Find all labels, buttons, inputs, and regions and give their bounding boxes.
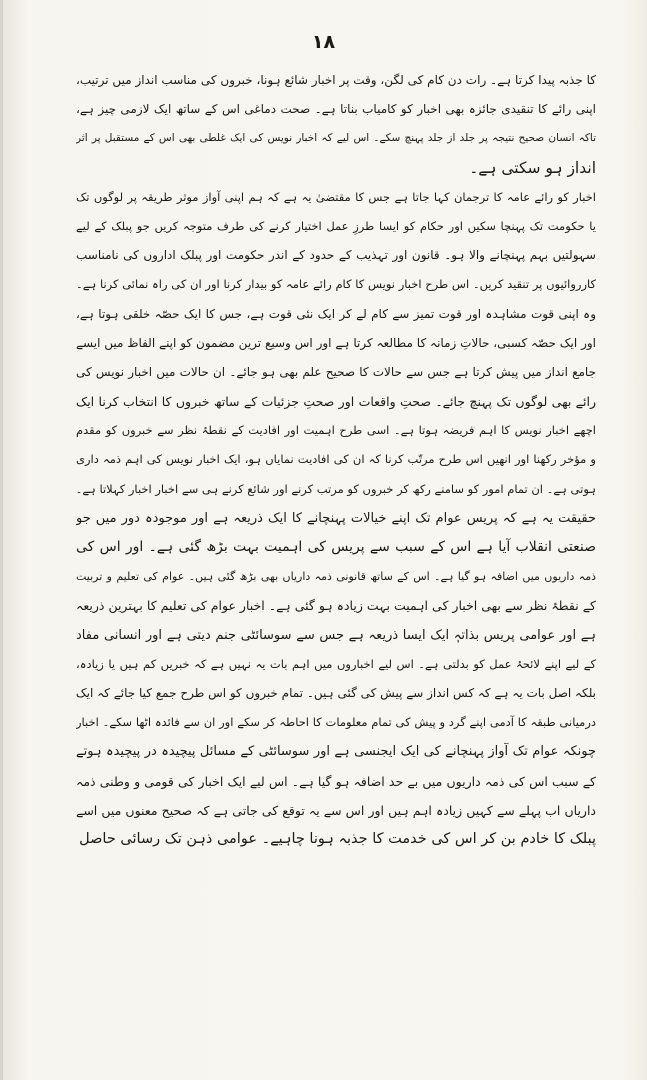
text-line: اور ایک حصّہ کسبی، حالاتِ زمانہ کا مطالعہ کرتا ہے اور اس وسیع ترین مضمون کو اپنے الفاظ میں ایسے <box>76 335 596 350</box>
text-line: پبلک کا خادم بن کر اس کی خدمت کا جذبہ ہونا چاہیے۔ عوامی ذہن تک رسائی حاصل <box>79 830 596 847</box>
text-line: حقیقت یہ ہے کہ پریس عوام تک اپنے خیالات پہنچانے کا ایک ذریعہ ہے اور موجودہ دور میں جو <box>76 510 596 526</box>
text-line: درمیانی طبقہ کا آدمی اپنے گرد و پیش کی تمام معلومات کا احاطہ کر سکے اور ان سے فائدہ اٹھا سکے۔ اخبار <box>76 715 596 730</box>
text-line: کارروائیوں پر تنقید کریں۔ اس طرح اخبار نویس کا کام رائے عامہ کو بیدار کرنا اور ان کی راہ نمائی کرنا ہے۔ <box>76 277 596 292</box>
text-line: یا حکومت تک پہنچا سکیں اور حکام کو ایسا طرزِ عمل اختیار کرنے کی طرف متوجہ کریں جو پبلک کے لیے <box>76 218 596 233</box>
text-line: کے نقطۂ نظر سے بھی اخبار کی اہمیت بہت زیادہ ہو گئی ہے۔ اخبار عوام کی تعلیم کا بہترین ذریعہ <box>76 598 596 614</box>
paragraph <box>76 504 596 854</box>
text-line: ذمہ داریوں میں اضافہ ہو گیا ہے۔ اس کے ساتھ قانونی ذمہ داریاں بھی بڑھ گئی ہیں۔ عوام کی تعلیم و تربیت <box>76 570 596 584</box>
text-line: انداز ہو سکتی ہے۔ <box>469 158 596 177</box>
text-line: چونکہ عوام تک آواز پہنچانے کی ایک ایجنسی ہے اور سوسائٹی کے مسائل پیچیدہ در پیچیدہ ہوتے <box>76 744 596 760</box>
text-line: و مؤخر رکھنا اور انھیں اس طرح مرتّب کرنا کہ ان کی افادیت نمایاں ہو، ایک اخبار نویس کی اہم ذمہ داری <box>76 452 596 467</box>
text-line: کا جذبہ پیدا کرتا ہے۔ رات دن کام کی لگن، وقت پر اخبار شائع ہونا، خبروں کی مناسب انداز میں ترتیب، <box>76 73 596 87</box>
text-line: کے لیے اپنے لائحۂ عمل کو بدلتی ہے۔ اس لیے اخباروں میں اہم بات یہ نہیں ہے کہ خبریں کم ہیں یا زیادہ، <box>76 656 596 671</box>
text-line: وہ اپنی قوت مشاہدہ اور قوت تمیز سے کام لے کر ایک نئی قوت ہے، جس کا ایک حصّہ خلقی ہوتا ہے، <box>76 306 596 321</box>
text-line: صنعتی انقلاب آیا ہے اس کے سبب سے پریس کی اہمیت بہت بڑھ گئی ہے۔ اور اس کی <box>76 539 596 555</box>
paragraph <box>76 183 596 504</box>
text-line: اخبار کو رائے عامہ کا ترجمان کہا جاتا ہے جس کا مقتضیٰ یہ ہے کہ ہم اپنی آواز موثر طریقہ پر لوگوں تک <box>76 189 596 204</box>
text-line: ہوتی ہے۔ ان تمام امور کو سامنے رکھ کر خبروں کو مرتب کرنے اور شائع کرنے ہی سے اخبار اخبار کہلاتا ہے۔ <box>76 481 596 496</box>
text-line: اپنی رائے کا تنقیدی جائزہ بھی اخبار کو کامیاب بناتا ہے۔ صحت دماغی اس کے ساتھ ایک لازمی چیز ہے، <box>76 102 596 117</box>
text-line: سہولتیں بہم پہنچانے والا ہو۔ قانون اور تہذیب کے حدود کے اندر حکومت اور پبلک اداروں کی نامناسب <box>76 248 596 263</box>
page-number: ١٨ <box>311 31 336 53</box>
text-line: بلکہ اصل بات یہ ہے کہ کس انداز سے پیش کی گئی ہیں۔ تمام خبروں کو اس طرح جمع کیا جائے کہ ایک <box>76 685 596 700</box>
text-line: کے سبب اس کی ذمہ داریوں میں بے حد اضافہ ہو گیا ہے۔ اس لیے ایک اخبار کی قومی و وطنی ذمہ <box>76 773 596 789</box>
paragraph <box>76 66 596 183</box>
text-line: تاکہ انسان صحیح نتیجہ پر جلد از جلد پہنچ سکے۔ اس لیے کہ اخبار نویس کی ایک غلطی بھی اس کے مستقبل پر اثر <box>76 132 596 145</box>
body-text <box>76 66 596 854</box>
text-line: جامع انداز میں پیش کرتا ہے جس سے حالات کا صحیح علم بھی ہو جائے۔ ان حالات میں اخبار نویس کی <box>76 364 596 379</box>
text-line: اچھے اخبار نویس کا اہم فریضہ ہوتا ہے۔ اسی طرح اہمیت اور افادیت کے نقطۂ نظر سے خبروں کو مقدم <box>76 423 596 438</box>
text-line: داریاں اب پہلے سے کہیں زیادہ اہم ہیں اور اس سے یہ توقع کی جاتی ہے کہ صحیح معنوں میں اسے <box>76 802 596 818</box>
text-line: رائے بھی لوگوں تک پہنچ جائے۔ صحتِ واقعات اور صحتِ جزئیات کے ساتھ خبروں کا انتخاب کرنا ایک <box>76 394 596 410</box>
text-line: ہے اور عوامی پریس بذاتہٖ ایک ایسا ذریعہ ہے جس سے سوسائٹی جنم دیتی ہے اور انسانی مفاد <box>76 627 596 643</box>
